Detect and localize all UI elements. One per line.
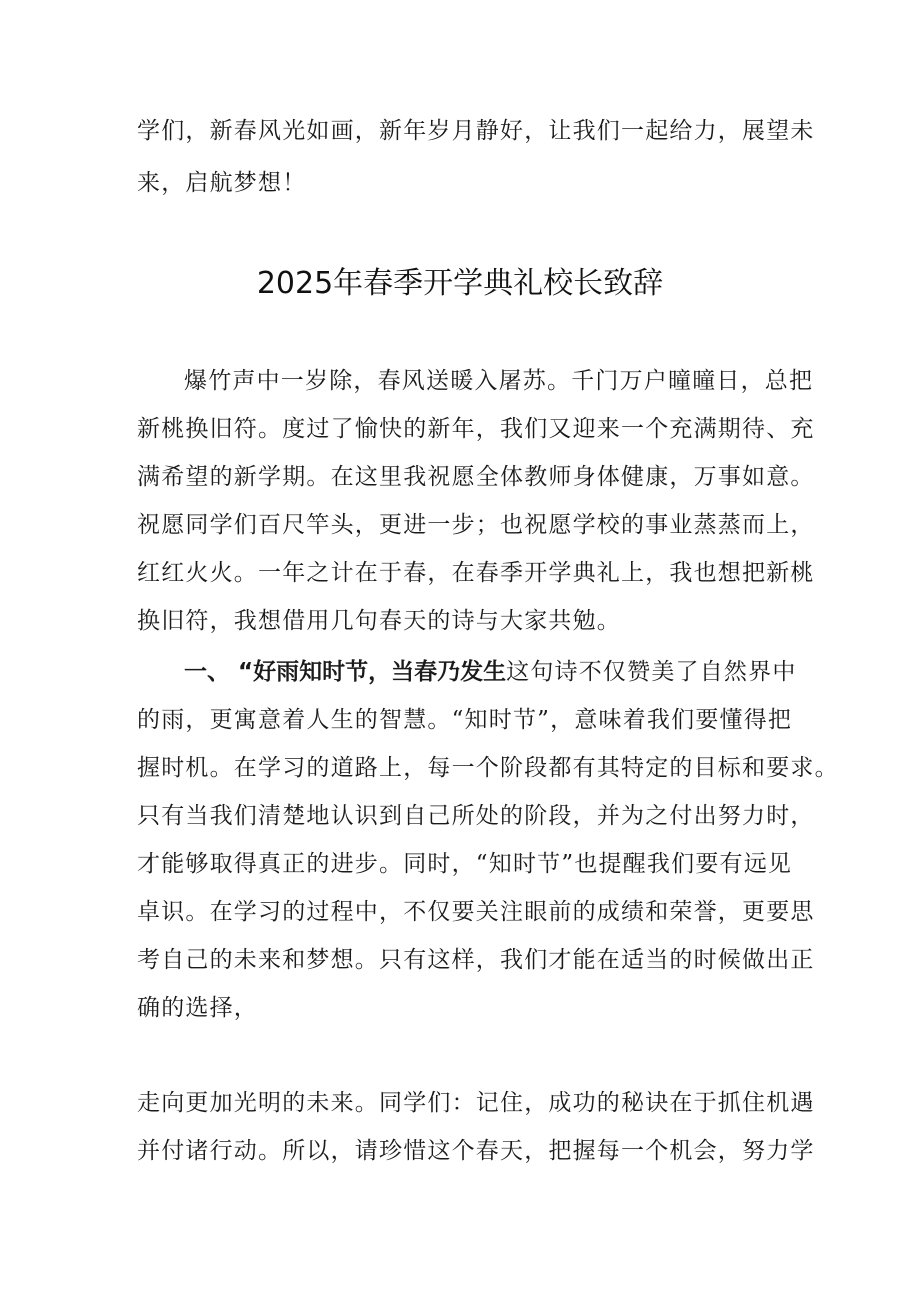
paragraph2-line-5: 才能够取得真正的进步。同时，“知时节”也提醒我们要有远见: [137, 851, 793, 877]
paragraph3-line-2: 并付诸行动。所以，请珍惜这个春天，把握每一个机会，努力学: [137, 1138, 815, 1164]
document-title: 2025年春季开学典礼校长致辞: [256, 266, 664, 301]
poem-quote-bold: 一、 “好雨知时节，当春乃发生: [184, 659, 507, 685]
paragraph2-line-7: 考自己的未来和梦想。只有这样，我们才能在适当的时候做出正: [137, 947, 815, 973]
continuation-line-1: 学们，新春风光如画，新年岁月静好，让我们一起给力，展望未: [137, 118, 815, 144]
paragraph2-line-3: 握时机。在学习的道路上，每一个阶段都有其特定的目标和要求。: [137, 755, 839, 781]
paragraph1-line-5: 红红火火。一年之计在于春，在春季开学典礼上，我也想把新桃: [137, 560, 815, 586]
continuation-line-2: 来，启航梦想！: [137, 170, 307, 196]
paragraph1-line-3: 满希望的新学期。在这里我祝愿全体教师身体健康，万事如意。: [137, 464, 815, 490]
paragraph3-line-1: 走向更加光明的未来。同学们：记住，成功的秘诀在于抓住机遇: [137, 1090, 815, 1116]
paragraph2-line-2: 的雨，更寓意着人生的智慧。“知时节”，意味着我们要懂得把: [137, 707, 793, 733]
paragraph1-line-4: 祝愿同学们百尺竿头，更进一步；也祝愿学校的事业蒸蒸而上，: [137, 512, 815, 538]
paragraph2-lead-rest: 这句诗不仅赞美了自然界中: [506, 659, 797, 685]
paragraph2-line-8: 确的选择，: [137, 995, 258, 1021]
paragraph1-line-6: 换旧符，我想借用几句春天的诗与大家共勉。: [137, 608, 621, 634]
paragraph2-line-6: 卓识。在学习的过程中，不仅要关注眼前的成绩和荣誉，更要思: [137, 899, 815, 925]
paragraph2-line-1: [184, 657, 797, 687]
paragraph1-line-1: 爆竹声中一岁除，春风送暖入屠苏。千门万户曈曈日，总把: [184, 368, 814, 394]
paragraph1-line-2: 新桃换旧符。度过了愉快的新年，我们又迎来一个充满期待、充: [137, 416, 815, 442]
paragraph2-line-4: 只有当我们清楚地认识到自己所处的阶段，并为之付出努力时，: [137, 803, 815, 829]
